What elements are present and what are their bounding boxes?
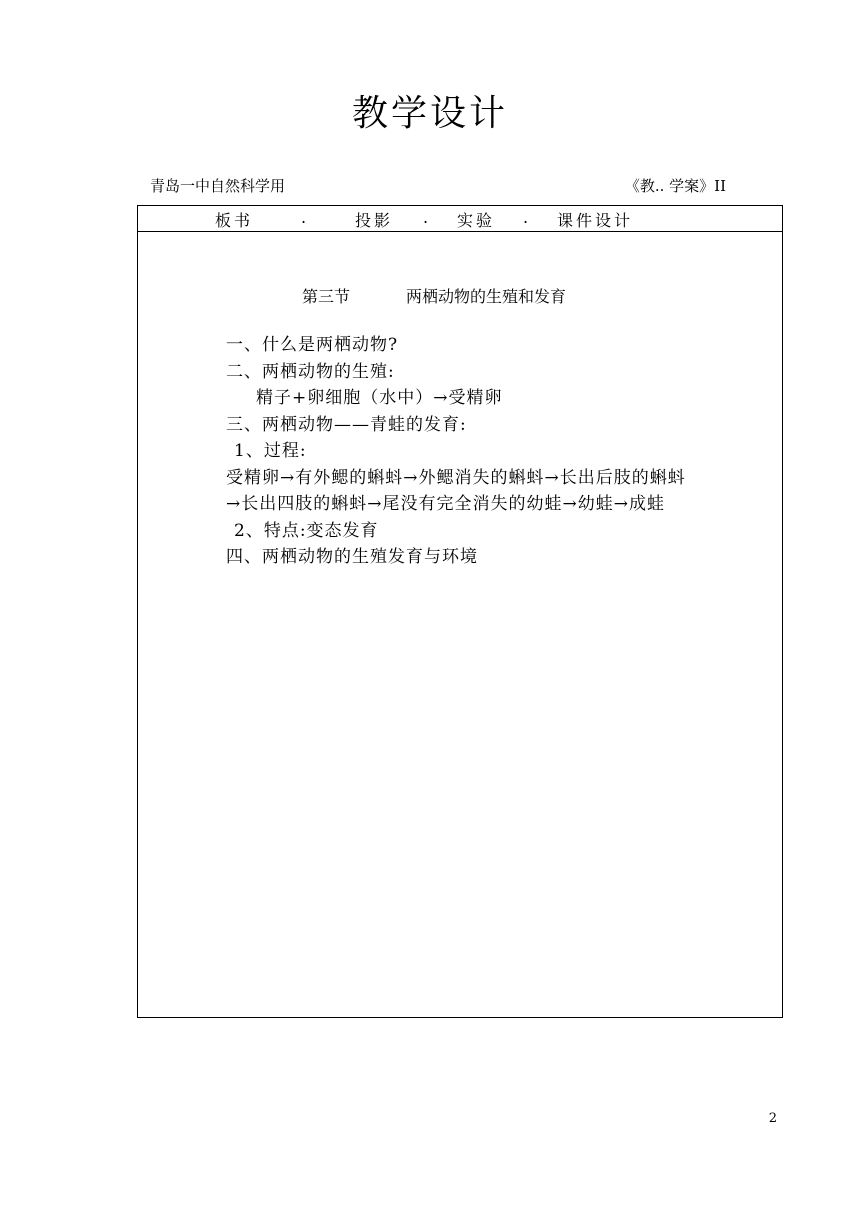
document-title: 教学设计: [351, 93, 508, 134]
note-line: 一、什么是两栖动物?: [226, 335, 399, 355]
note-line: 精子+卵细胞（水中）→受精卵: [256, 388, 503, 408]
note-line: 三、两栖动物——青蛙的发育:: [226, 414, 467, 435]
lesson-notes: [226, 332, 686, 571]
page-number: 2: [768, 1111, 777, 1126]
section-number: 第三节: [302, 287, 351, 306]
header-school-label: 青岛一中自然科学用: [150, 177, 286, 195]
section-heading: [302, 284, 566, 307]
nav-item-courseware: 课件设计: [557, 211, 634, 230]
note-line: →长出四肢的蝌蚪→尾没有完全消失的幼蛙→幼蛙→成蛙: [226, 494, 665, 514]
note-line: 二、两栖动物的生殖:: [226, 361, 395, 382]
note-line: 四、两栖动物的生殖发育与环境: [226, 547, 478, 567]
section-title: 两栖动物的生殖和发育: [406, 287, 567, 306]
nav-separator: .: [301, 208, 310, 227]
nav-item-experiment: 实验: [457, 211, 496, 230]
note-line: 受精卵→有外鳃的蝌蚪→外鳃消失的蝌蚪→长出后肢的蝌蚪: [226, 467, 686, 488]
note-line: 1、过程:: [234, 441, 307, 461]
nav-item-projection: 投影: [355, 211, 394, 230]
lesson-frame: [137, 205, 783, 1018]
note-line: 2、特点:变态发育: [234, 520, 379, 541]
nav-item-blackboard: 板书: [215, 211, 254, 230]
header-book-label: 《教.. 学案》II: [624, 177, 726, 195]
nav-separator: .: [523, 208, 532, 227]
lesson-nav-row: [138, 206, 782, 232]
nav-separator: .: [423, 208, 432, 227]
